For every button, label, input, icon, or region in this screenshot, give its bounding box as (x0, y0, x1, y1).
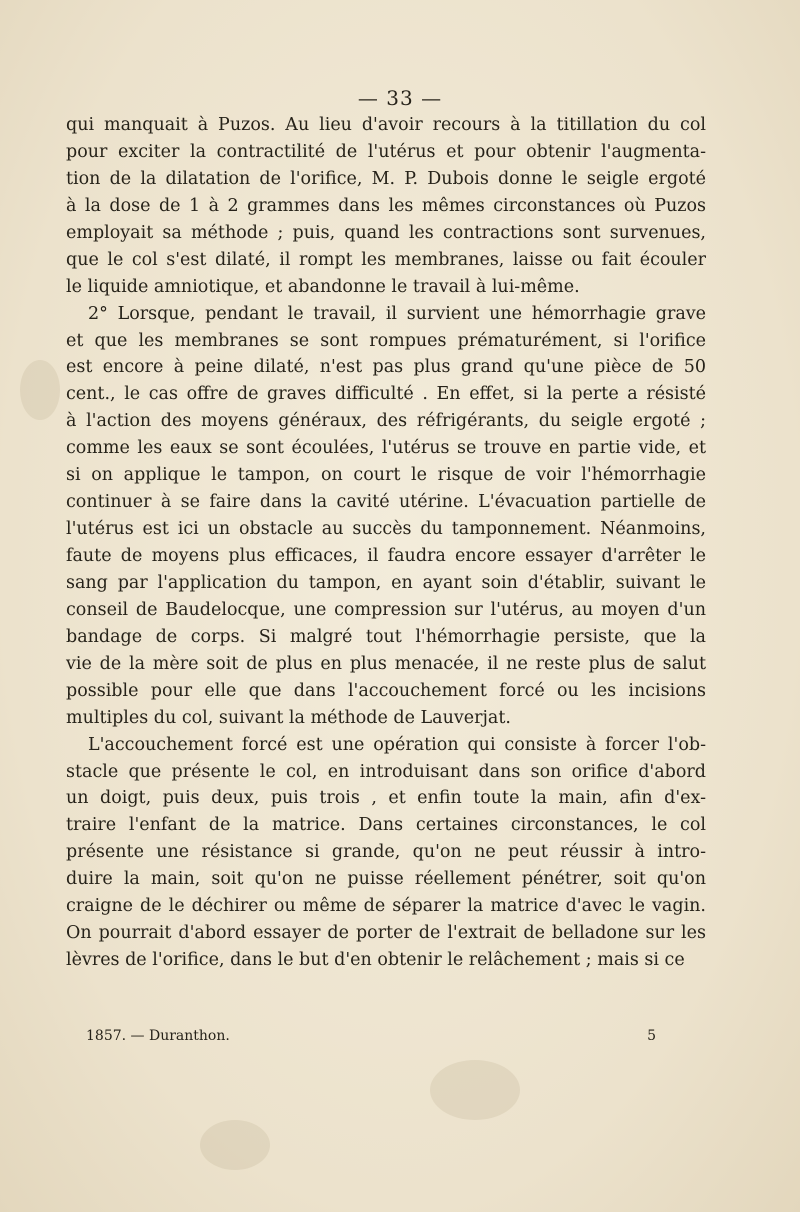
text-line: si on applique le tampon, on court le risque de voir l'hémorrhagie (66, 465, 706, 486)
text-line: un doigt, puis deux, puis trois , et enfin toute la main, afin d'ex- (66, 788, 706, 809)
footer-sheet-number: 5 (647, 1028, 656, 1044)
text-line: tion de la dilatation de l'orifice, M. P. Dubois donne le seigle ergoté (66, 168, 706, 189)
text-line: craigne de le déchirer ou même de séparer la matrice d'avec le vagin. (66, 896, 706, 917)
text-line: à la dose de 1 à 2 grammes dans les mêmes circonstances où Puzos (66, 195, 706, 216)
text-line: présente une résistance si grande, qu'on ne peut réussir à intro- (66, 842, 706, 863)
text-line: le liquide amniotique, et abandonne le travail à lui-même. (66, 276, 580, 297)
page-footer (86, 1028, 656, 1044)
foxing-stain (20, 360, 60, 420)
footer-signature: 1857. — Duranthon. (86, 1028, 230, 1044)
text-line: faute de moyens plus efficaces, il faudra encore essayer d'arrêter le (66, 546, 706, 566)
text-line: On pourrait d'abord essayer de porter de l'extrait de belladone sur les (66, 923, 706, 944)
text-line: conseil de Baudelocque, une compression sur l'utérus, au moyen d'un (66, 599, 706, 620)
text-line: que le col s'est dilaté, il rompt les membranes, laisse ou fait écouler (66, 249, 706, 270)
text-line: multiples du col, suivant la méthode de Lauverjat. (66, 707, 511, 728)
text-line: L'accouchement forcé est une opération qui consiste à forcer l'ob- (88, 734, 706, 755)
text-line: duire la main, soit qu'on ne puisse réellement pénétrer, soit qu'on (66, 869, 706, 890)
text-line: stacle que présente le col, en introduisant dans son orifice d'abord (66, 761, 706, 782)
page-number: — 33 — (357, 86, 443, 110)
text-line: qui manquait à Puzos. Au lieu d'avoir recours à la titillation du col (66, 115, 706, 135)
text-line: sang par l'application du tampon, en ayant soin d'établir, suivant le (66, 572, 706, 593)
text-line: continuer à se faire dans la cavité utérine. L'évacuation partielle de (66, 492, 706, 513)
text-line: à l'action des moyens généraux, des réfrigérants, du seigle ergoté ; (66, 411, 706, 432)
body-text (66, 112, 706, 974)
text-line: employait sa méthode ; puis, quand les contractions sont survenues, (66, 222, 706, 243)
text-line: l'utérus est ici un obstacle au succès du tamponnement. Néanmoins, (66, 519, 706, 540)
text-line: possible pour elle que dans l'accouchement forcé ou les incisions (66, 680, 706, 701)
text-line: cent., le cas offre de graves difficulté . En effet, si la perte a résisté (66, 384, 706, 405)
text-line: est encore à peine dilaté, n'est pas plus grand qu'une pièce de 50 (66, 357, 706, 378)
text-line: comme les eaux se sont écoulées, l'utérus se trouve en partie vide, et (66, 438, 706, 459)
text-line: traire l'enfant de la matrice. Dans certaines circonstances, le col (66, 815, 706, 836)
text-line: bandage de corps. Si malgré tout l'hémorrhagie persiste, que la (66, 626, 706, 647)
text-line: pour exciter la contractilité de l'utérus et pour obtenir l'augmenta- (66, 141, 706, 162)
text-line: vie de la mère soit de plus en plus menacée, il ne reste plus de salut (66, 653, 706, 674)
text-line: et que les membranes se sont rompues prématurément, si l'orifice (66, 330, 706, 351)
foxing-stain (430, 1060, 520, 1120)
text-line: 2° Lorsque, pendant le travail, il survient une hémorrhagie grave (88, 303, 706, 324)
text-line: lèvres de l'orifice, dans le but d'en obtenir le relâchement ; mais si ce (66, 950, 685, 971)
foxing-stain (200, 1120, 270, 1170)
